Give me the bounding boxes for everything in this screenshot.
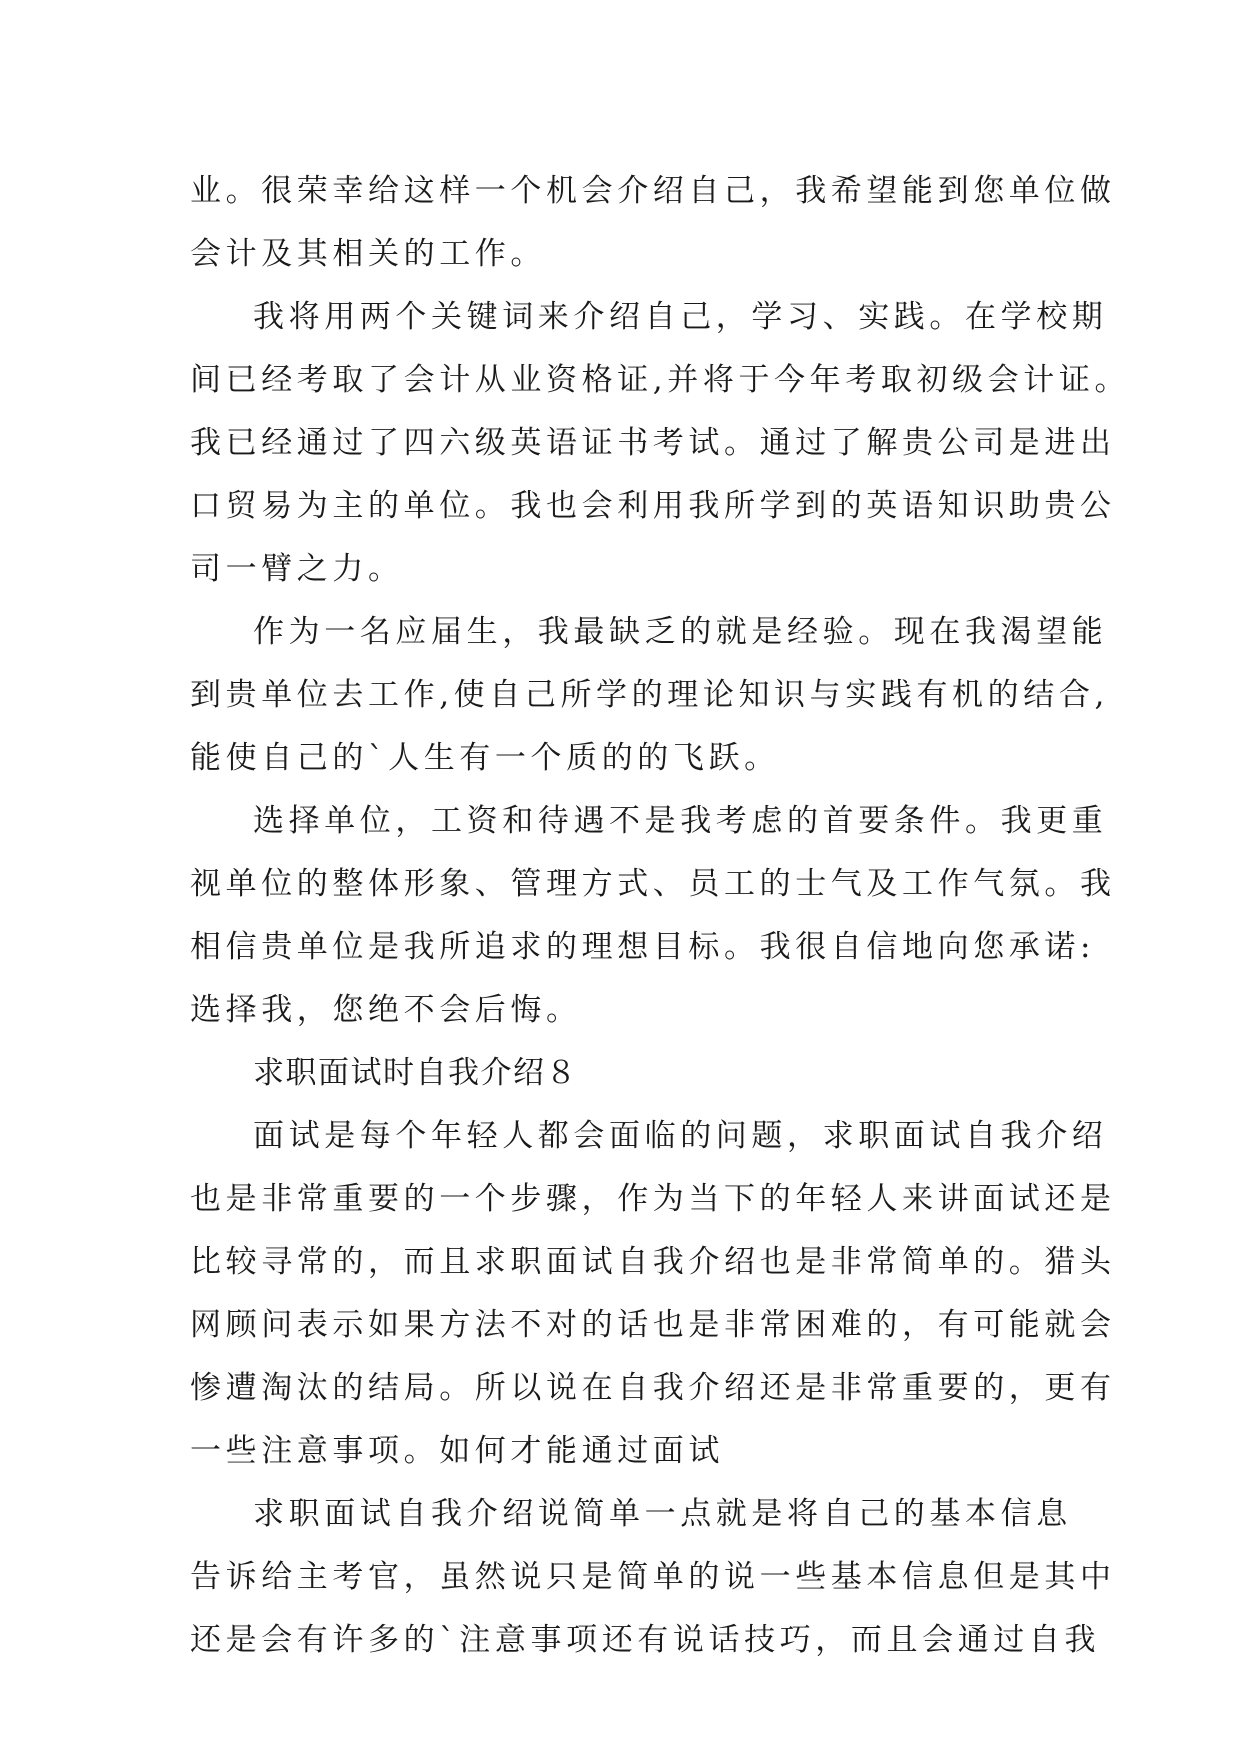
text-line: 我将用两个关键词来介绍自己，学习、实践。在学校期 bbox=[253, 299, 1108, 335]
text-line: 视单位的整体形象、管理方式、员工的士气及工作气氛。我 bbox=[190, 866, 1116, 902]
text-line: 告诉给主考官，虽然说只是简单的说一些基本信息但是其中 bbox=[190, 1559, 1116, 1595]
text-line: 能使自己的`人生有一个质的的飞跃。 bbox=[190, 740, 780, 776]
text-line: 会计及其相关的工作。 bbox=[190, 236, 546, 272]
text-line: 选择我，您绝不会后悔。 bbox=[190, 992, 582, 1028]
text-line: 我已经通过了四六级英语证书考试。通过了解贵公司是进出 bbox=[190, 425, 1116, 461]
document-body bbox=[190, 160, 1131, 1672]
text-line: 口贸易为主的单位。我也会利用我所学到的英语知识助贵公 bbox=[190, 488, 1116, 524]
text-line: 业。很荣幸给这样一个机会介绍自己，我希望能到您单位做 bbox=[190, 173, 1116, 209]
section-heading: 求职面试时自我介绍８ bbox=[253, 1055, 578, 1091]
text-line: 作为一名应届生，我最缺乏的就是经验。现在我渴望能 bbox=[253, 614, 1108, 650]
text-line: 还是会有许多的`注意事项还有说话技巧，而且会通过自我 bbox=[190, 1622, 1101, 1658]
text-line: 选择单位，工资和待遇不是我考虑的首要条件。我更重 bbox=[253, 803, 1108, 839]
text-line: 网顾问表示如果方法不对的话也是非常困难的，有可能就会 bbox=[190, 1307, 1116, 1343]
text-line: 也是非常重要的一个步骤，作为当下的年轻人来讲面试还是 bbox=[190, 1181, 1116, 1217]
text-line: 相信贵单位是我所追求的理想目标。我很自信地向您承诺: bbox=[190, 929, 1096, 965]
text-line: 到贵单位去工作,使自己所学的理论知识与实践有机的结合, bbox=[190, 677, 1109, 713]
text-line: 比较寻常的，而且求职面试自我介绍也是非常简单的。猎头 bbox=[190, 1244, 1116, 1280]
text-line: 面试是每个年轻人都会面临的问题，求职面试自我介绍 bbox=[253, 1118, 1108, 1154]
text-line: 司一臂之力。 bbox=[190, 551, 404, 587]
text-line: 间已经考取了会计从业资格证,并将于今年考取初级会计证。 bbox=[190, 362, 1131, 398]
text-line: 求职面试自我介绍说简单一点就是将自己的基本信息 bbox=[253, 1496, 1072, 1532]
text-line: 一些注意事项。如何才能通过面试 bbox=[190, 1433, 724, 1469]
text-line: 惨遭淘汰的结局。所以说在自我介绍还是非常重要的，更有 bbox=[190, 1370, 1116, 1406]
